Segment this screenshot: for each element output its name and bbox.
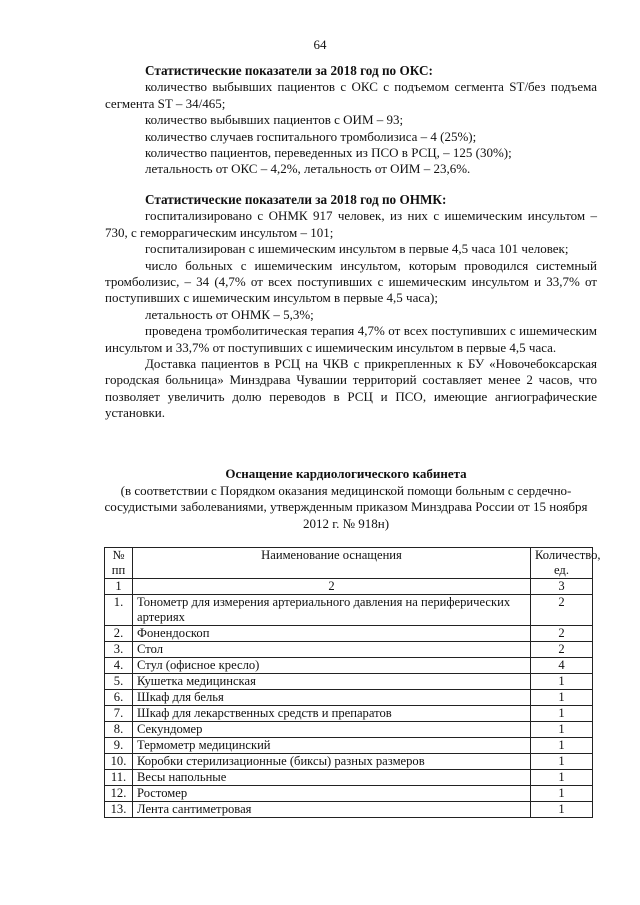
row-name: Тонометр для измерения артериального давления на периферических артериях	[133, 595, 531, 626]
oks-line: количество пациентов, переведенных из ПСО в РСЦ, – 125 (30%);	[145, 145, 512, 161]
table-row	[105, 690, 593, 706]
header-name: Наименование оснащения	[133, 548, 531, 579]
row-quantity: 1	[531, 674, 593, 690]
onmk-line: летальность от ОНМК – 5,3%;	[145, 306, 314, 322]
table-row	[105, 722, 593, 738]
row-name: Стол	[133, 642, 531, 658]
index-cell: 1	[105, 579, 133, 595]
row-quantity: 1	[531, 690, 593, 706]
row-number: 11.	[105, 770, 133, 786]
oks-line: летальность от ОКС – 4,2%, летальность от ОИМ – 23,6%.	[145, 161, 471, 177]
row-quantity: 1	[531, 802, 593, 818]
row-number: 5.	[105, 674, 133, 690]
table-row	[105, 595, 593, 626]
onmk-line: проведена тромболитическая терапия 4,7% от всех поступивших с ишемическим инсультом и 33,7% от поступивших с ишемическим инсультом в первые 4,5 часа.	[105, 323, 597, 355]
table-row	[105, 738, 593, 754]
row-quantity: 2	[531, 642, 593, 658]
row-name: Ростомер	[133, 786, 531, 802]
row-number: 2.	[105, 626, 133, 642]
index-cell: 3	[531, 579, 593, 595]
row-quantity: 2	[531, 626, 593, 642]
row-name: Стул (офисное кресло)	[133, 658, 531, 674]
table-row	[105, 658, 593, 674]
equipment-title: Оснащение кардиологического кабинета	[225, 466, 467, 481]
row-name: Секундомер	[133, 722, 531, 738]
row-name: Термометр медицинский	[133, 738, 531, 754]
onmk-heading: Статистические показатели за 2018 год по ОНМК:	[145, 192, 447, 207]
table-row	[105, 770, 593, 786]
onmk-section	[105, 192, 597, 422]
row-name: Кушетка медицинская	[133, 674, 531, 690]
row-quantity: 2	[531, 595, 593, 626]
row-name: Шкаф для лекарственных средств и препаратов	[133, 706, 531, 722]
onmk-line: госпитализировано с ОНМК 917 человек, из них с ишемическим инсультом – 730, с геморрагическим инсультом – 101;	[105, 208, 597, 240]
row-quantity: 4	[531, 658, 593, 674]
table-row	[105, 754, 593, 770]
row-quantity: 1	[531, 786, 593, 802]
table-row	[105, 674, 593, 690]
row-number: 8.	[105, 722, 133, 738]
row-name: Шкаф для белья	[133, 690, 531, 706]
oks-line: количество случаев госпитального тромболизиса – 4 (25%);	[145, 128, 477, 144]
row-number: 1.	[105, 595, 133, 626]
oks-line: количество выбывших пациентов с ОКС с подъемом сегмента ST/без подъема сегмента ST – 34/465;	[105, 79, 597, 111]
row-quantity: 1	[531, 770, 593, 786]
oks-line: количество выбывших пациентов с ОИМ – 93;	[145, 112, 404, 128]
equipment-table	[104, 547, 601, 818]
row-quantity: 1	[531, 722, 593, 738]
table-row	[105, 626, 593, 642]
oks-section	[105, 63, 597, 178]
onmk-line: Доставка пациентов в РСЦ на ЧКВ с прикрепленных к БУ «Новочебоксарская городская больница» Минздрава Чувашии территорий составляет менее 2 часов, что позволяет увеличить долю переводов в РСЦ и ПСО, имеющие ангиографические установки.	[105, 356, 597, 421]
table-row	[105, 786, 593, 802]
header-qty: Количество, ед.	[531, 548, 593, 579]
row-name: Фонендоскоп	[133, 626, 531, 642]
row-number: 7.	[105, 706, 133, 722]
onmk-line: число больных с ишемическим инсультом, которым проводился системный тромболизис, – 34 (4,7% от всех поступивших с ишемическим инсультом и 33,7% от поступивших с ишемическим инсультом в первые 4,5 часа);	[105, 257, 597, 306]
equipment-title-block	[100, 466, 592, 532]
table-row	[105, 642, 593, 658]
row-number: 4.	[105, 658, 133, 674]
row-quantity: 1	[531, 706, 593, 722]
table-row	[105, 706, 593, 722]
page-number: 64	[313, 37, 327, 52]
oks-heading: Статистические показатели за 2018 год по ОКС:	[145, 63, 433, 78]
index-cell: 2	[133, 579, 531, 595]
row-name: Коробки стерилизационные (биксы) разных размеров	[133, 754, 531, 770]
row-name: Лента сантиметровая	[133, 802, 531, 818]
row-number: 9.	[105, 738, 133, 754]
row-number: 13.	[105, 802, 133, 818]
row-number: 6.	[105, 690, 133, 706]
row-number: 3.	[105, 642, 133, 658]
equipment-subtitle: (в соответствии с Порядком оказания медицинской помощи больным с сердечно-сосудистыми заболеваниями, утвержденным приказом Минздрава России от 15 ноября 2012 г. № 918н)	[104, 482, 588, 531]
row-quantity: 1	[531, 754, 593, 770]
row-name: Весы напольные	[133, 770, 531, 786]
table-row	[105, 802, 593, 818]
row-number: 10.	[105, 754, 133, 770]
header-num: № пп	[105, 548, 133, 579]
table-index-row	[105, 579, 593, 595]
table-header-row	[105, 548, 593, 579]
row-number: 12.	[105, 786, 133, 802]
row-quantity: 1	[531, 738, 593, 754]
onmk-line: госпитализирован с ишемическим инсультом в первые 4,5 часа 101 человек;	[145, 241, 569, 257]
